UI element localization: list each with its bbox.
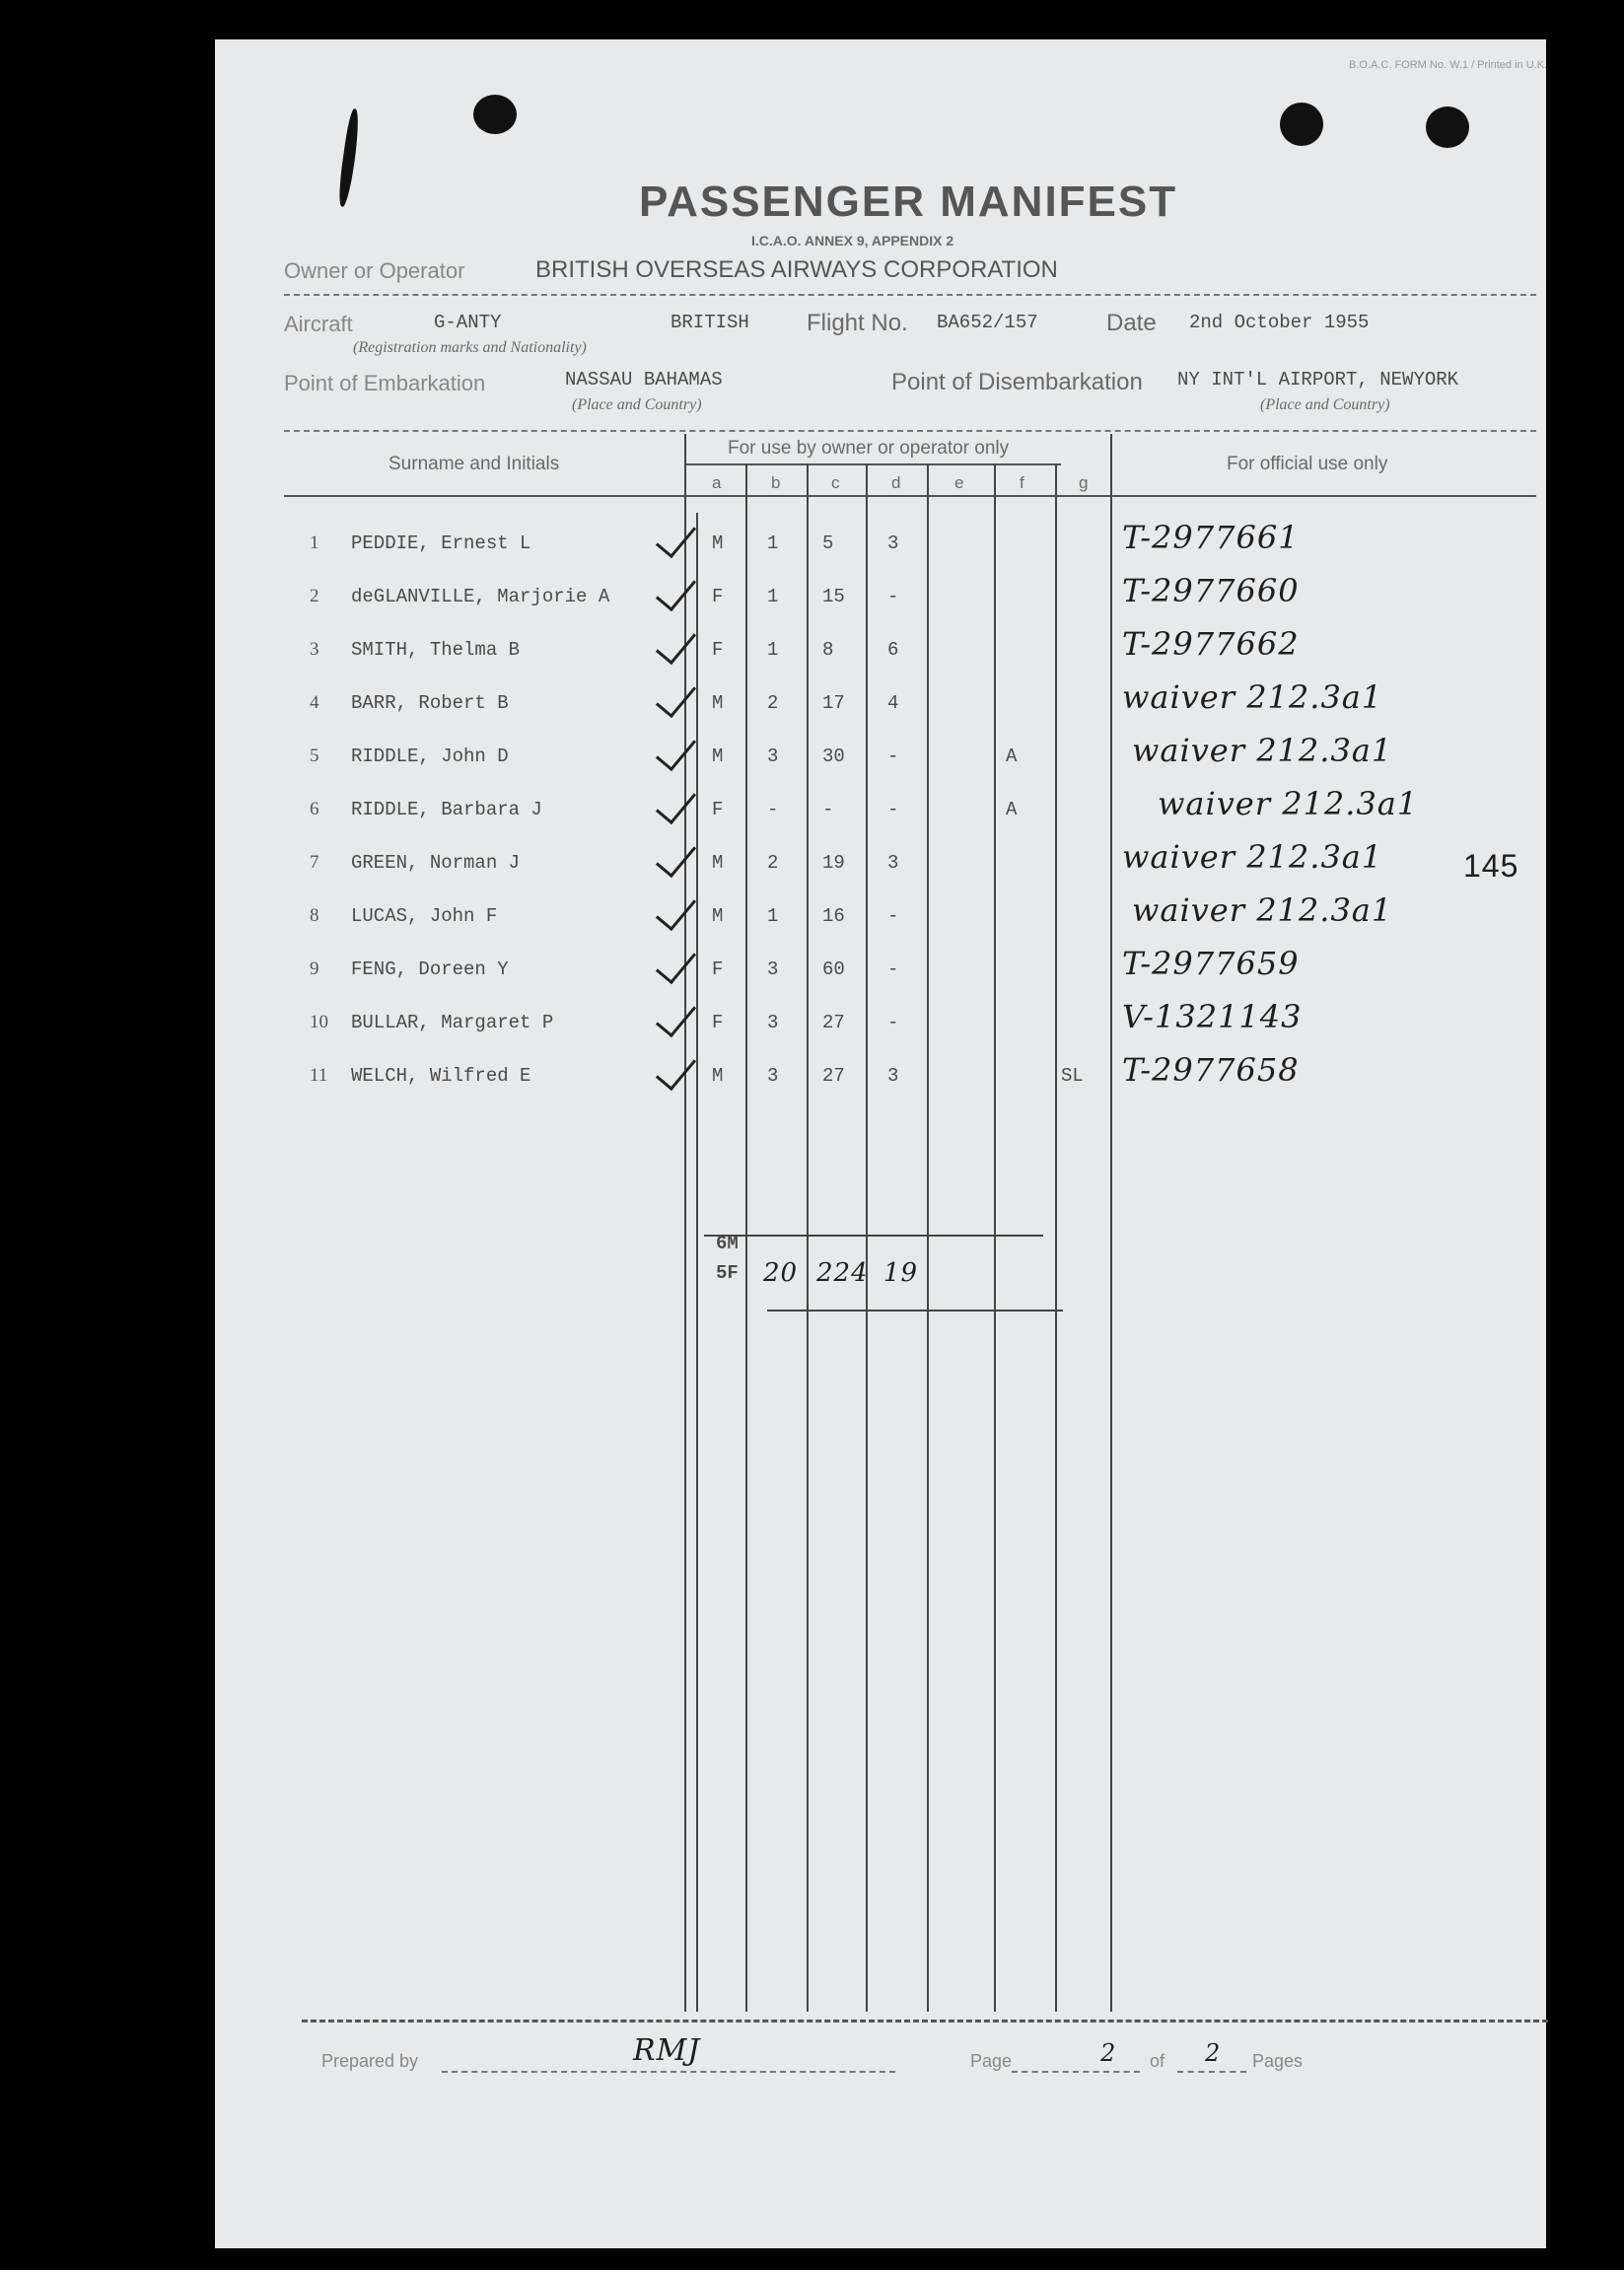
punch-hole — [1426, 106, 1469, 148]
disembarkation-value: NY INT'L AIRPORT, NEWYORK — [1177, 369, 1459, 390]
col-d-value: 3 — [887, 1065, 899, 1087]
col-f-value: A — [1006, 799, 1018, 820]
col-d-value: - — [887, 958, 899, 980]
passenger-name: RIDDLE, John D — [351, 745, 509, 767]
official-annotation: T-2977658 — [1122, 1051, 1300, 1089]
passenger-name: RIDDLE, Barbara J — [351, 799, 542, 820]
totals-female: 5F — [716, 1262, 739, 1284]
passenger-name: FENG, Doreen Y — [351, 958, 509, 980]
flight-date: 2nd October 1955 — [1189, 312, 1370, 333]
check-mark — [656, 942, 696, 984]
col-letter: d — [891, 473, 901, 492]
passenger-name: PEDDIE, Ernest L — [351, 532, 531, 554]
col-d-value: 6 — [887, 639, 899, 661]
col-c-value: 19 — [822, 852, 845, 874]
row-number: 8 — [310, 905, 319, 926]
col-a-value: M — [712, 692, 724, 714]
col-b-value: 2 — [767, 852, 779, 874]
row-number: 4 — [310, 692, 319, 713]
totals-c: 224 — [816, 1258, 869, 1288]
page-label: Page — [970, 2051, 1013, 2071]
col-g-value: SL — [1061, 1065, 1084, 1087]
embarkation-note: (Place and Country) — [572, 396, 702, 413]
passenger-name: WELCH, Wilfred E — [351, 1065, 531, 1087]
aircraft-nationality: BRITISH — [671, 312, 749, 333]
row-number: 7 — [310, 852, 319, 873]
check-mark — [656, 622, 696, 665]
official-annotation: waiver 212.3a1 — [1158, 785, 1419, 822]
col-c-value: 5 — [822, 532, 834, 554]
passenger-name: BULLAR, Margaret P — [351, 1012, 554, 1033]
row-number: 6 — [310, 799, 319, 819]
official-annotation: T-2977661 — [1122, 519, 1300, 556]
totals-d: 19 — [883, 1258, 919, 1288]
row-number: 9 — [310, 958, 319, 979]
row-number: 11 — [310, 1065, 328, 1086]
passenger-name: SMITH, Thelma B — [351, 639, 521, 661]
manifest-sheet — [215, 39, 1546, 2248]
embarkation-label: Point of Embarkation — [284, 371, 486, 395]
col-surname-header: Surname and Initials — [388, 454, 560, 474]
flight-label: Flight No. — [807, 310, 908, 336]
col-f-value: A — [1006, 745, 1018, 767]
col-b-value: 1 — [767, 532, 779, 554]
col-b-value: 3 — [767, 1065, 779, 1087]
official-annotation: T-2977662 — [1122, 625, 1300, 663]
official-annotation: T-2977660 — [1122, 572, 1300, 609]
ink-mark — [336, 108, 362, 208]
col-a-value: M — [712, 532, 724, 554]
aircraft-label: Aircraft — [284, 312, 353, 336]
col-c-value: 30 — [822, 745, 845, 767]
col-letter: f — [1020, 473, 1024, 492]
col-c-value: 15 — [822, 586, 845, 607]
row-number: 2 — [310, 586, 319, 606]
form-id: B.O.A.C. FORM No. W.1 / Printed in U.K. — [1349, 59, 1548, 71]
passenger-name: GREEN, Norman J — [351, 852, 521, 874]
aircraft-registration: G-ANTY — [434, 312, 502, 333]
page-title: PASSENGER MANIFEST — [639, 177, 1178, 226]
col-letter: g — [1079, 473, 1089, 492]
col-a-value: F — [712, 958, 724, 980]
col-a-value: M — [712, 852, 724, 874]
totals-b: 20 — [763, 1258, 799, 1288]
col-a-value: F — [712, 1012, 724, 1033]
official-annotation: waiver 212.3a1 — [1122, 838, 1383, 876]
col-c-value: - — [822, 799, 834, 820]
row-number: 10 — [310, 1012, 328, 1032]
punch-hole — [1280, 103, 1323, 146]
check-mark — [656, 782, 696, 824]
col-d-value: 3 — [887, 852, 899, 874]
col-d-value: - — [887, 1012, 899, 1033]
official-annotation: waiver 212.3a1 — [1122, 678, 1383, 716]
row-number: 5 — [310, 745, 319, 766]
col-a-value: M — [712, 905, 724, 927]
owner-value: BRITISH OVERSEAS AIRWAYS CORPORATION — [535, 256, 1058, 283]
official-annotation: waiver 212.3a1 — [1132, 732, 1393, 769]
col-b-value: - — [767, 799, 779, 820]
col-c-value: 17 — [822, 692, 845, 714]
col-b-value: 3 — [767, 745, 779, 767]
check-mark — [656, 516, 696, 558]
col-b-value: 2 — [767, 692, 779, 714]
check-mark — [656, 675, 696, 718]
punch-hole — [473, 95, 517, 134]
totals-male: 6M — [716, 1233, 739, 1254]
col-d-value: - — [887, 586, 899, 607]
disembarkation-note: (Place and Country) — [1260, 396, 1390, 413]
embarkation-value: NASSAU BAHAMAS — [565, 369, 723, 390]
col-a-value: M — [712, 1065, 724, 1087]
col-official-header: For official use only — [1227, 454, 1388, 474]
col-d-value: - — [887, 745, 899, 767]
col-letter: b — [771, 473, 781, 492]
check-mark — [656, 569, 696, 611]
pages-label: Pages — [1252, 2051, 1304, 2071]
col-b-value: 1 — [767, 586, 779, 607]
row-number: 1 — [310, 532, 319, 553]
col-b-value: 3 — [767, 1012, 779, 1033]
prepared-label: Prepared by — [321, 2051, 419, 2071]
col-letter: e — [954, 473, 964, 492]
col-letter: a — [712, 473, 722, 492]
col-a-value: M — [712, 745, 724, 767]
passenger-name: LUCAS, John F — [351, 905, 498, 927]
official-annotation: V-1321143 — [1122, 998, 1303, 1035]
col-a-value: F — [712, 639, 724, 661]
col-d-value: - — [887, 905, 899, 927]
col-c-value: 8 — [822, 639, 834, 661]
col-b-value: 1 — [767, 905, 779, 927]
col-b-value: 1 — [767, 639, 779, 661]
of-label: of — [1150, 2051, 1165, 2071]
passenger-name: BARR, Robert B — [351, 692, 509, 714]
col-d-value: 3 — [887, 532, 899, 554]
check-mark — [656, 888, 696, 931]
col-operator-header: For use by owner or operator only — [728, 438, 1010, 459]
flight-number: BA652/157 — [937, 312, 1038, 333]
prepared-signature: RMJ — [633, 2033, 701, 2068]
check-mark — [656, 729, 696, 771]
col-c-value: 27 — [822, 1012, 845, 1033]
col-letter: c — [831, 473, 840, 492]
total-pages: 2 — [1205, 2039, 1222, 2067]
registration-note: (Registration marks and Nationality) — [353, 339, 587, 356]
page-subtitle: I.C.A.O. ANNEX 9, APPENDIX 2 — [751, 233, 954, 248]
col-b-value: 3 — [767, 958, 779, 980]
side-number: 145 — [1463, 848, 1519, 884]
col-d-value: - — [887, 799, 899, 820]
passenger-name: deGLANVILLE, Marjorie A — [351, 586, 610, 607]
date-label: Date — [1106, 310, 1157, 336]
col-a-value: F — [712, 799, 724, 820]
col-d-value: 4 — [887, 692, 899, 714]
col-a-value: F — [712, 586, 724, 607]
col-c-value: 60 — [822, 958, 845, 980]
page-number: 2 — [1100, 2039, 1117, 2067]
check-mark — [656, 1048, 696, 1091]
col-c-value: 16 — [822, 905, 845, 927]
disembarkation-label: Point of Disembarkation — [891, 369, 1143, 395]
col-c-value: 27 — [822, 1065, 845, 1087]
check-mark — [656, 995, 696, 1037]
official-annotation: T-2977659 — [1122, 945, 1300, 982]
official-annotation: waiver 212.3a1 — [1132, 891, 1393, 929]
owner-label: Owner or Operator — [284, 258, 465, 283]
row-number: 3 — [310, 639, 319, 660]
check-mark — [656, 835, 696, 878]
